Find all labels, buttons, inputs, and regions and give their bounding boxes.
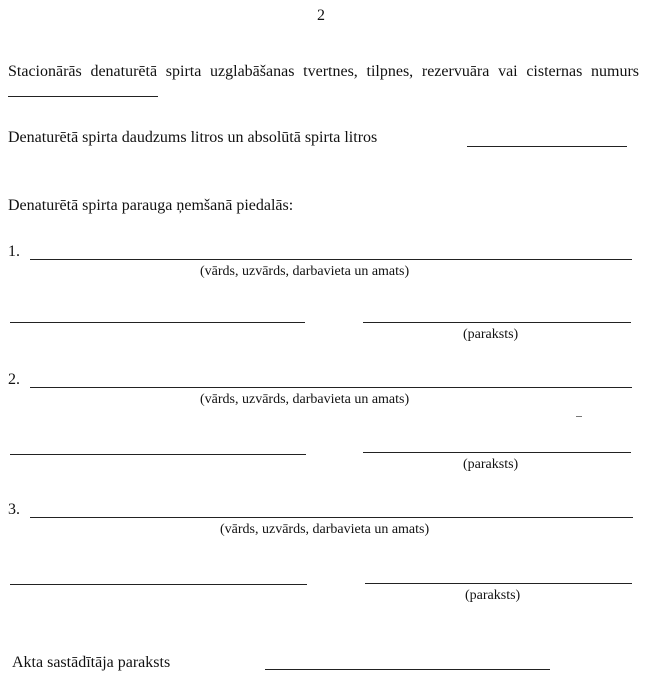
participant-2-signature-caption: (paraksts) [463,457,519,472]
tank-number-field[interactable] [8,82,158,97]
participant-2-signature-field[interactable] [363,452,631,453]
participant-3-extra-field[interactable] [10,584,307,585]
participant-1-signature-caption: (paraksts) [463,327,519,342]
participant-2-name-field[interactable] [30,387,632,388]
participant-3-name-field[interactable] [30,517,633,518]
participant-3-signature-caption: (paraksts) [465,588,521,603]
sampling-heading: Denaturētā spirta parauga ņemšanā piedalās: [8,197,294,214]
participant-3-name-caption: (vārds, uzvārds, darbavieta un amats) [220,522,430,537]
participant-1-name-field[interactable] [30,259,632,260]
participant-3-number: 3. [8,501,20,518]
author-signature-label: Akta sastādītāja paraksts [12,654,171,671]
participant-1-extra-field[interactable] [10,322,305,323]
quantity-label: Denaturētā spirta daudzums litros un absolūtā spirta litros [8,129,378,146]
participant-1-name-caption: (vārds, uzvārds, darbavieta un amats) [200,264,410,279]
quantity-field[interactable] [467,146,627,147]
tank-number-label: Stacionārās denaturētā spirta uzglabāšanas tvertnes, tilpnes, rezervuāra vai cisternas numurs [8,63,639,80]
author-signature-field[interactable] [265,669,550,670]
participant-1-number: 1. [8,243,20,260]
participant-2-extra-field[interactable] [10,454,306,455]
participant-1-signature-field[interactable] [363,322,631,323]
participant-3-signature-field[interactable] [365,583,632,584]
tank-number-paragraph [8,61,639,103]
stray-mark [576,416,582,417]
page-number: 2 [317,7,325,24]
participant-2-name-caption: (vārds, uzvārds, darbavieta un amats) [200,392,410,407]
participant-2-number: 2. [8,371,20,388]
